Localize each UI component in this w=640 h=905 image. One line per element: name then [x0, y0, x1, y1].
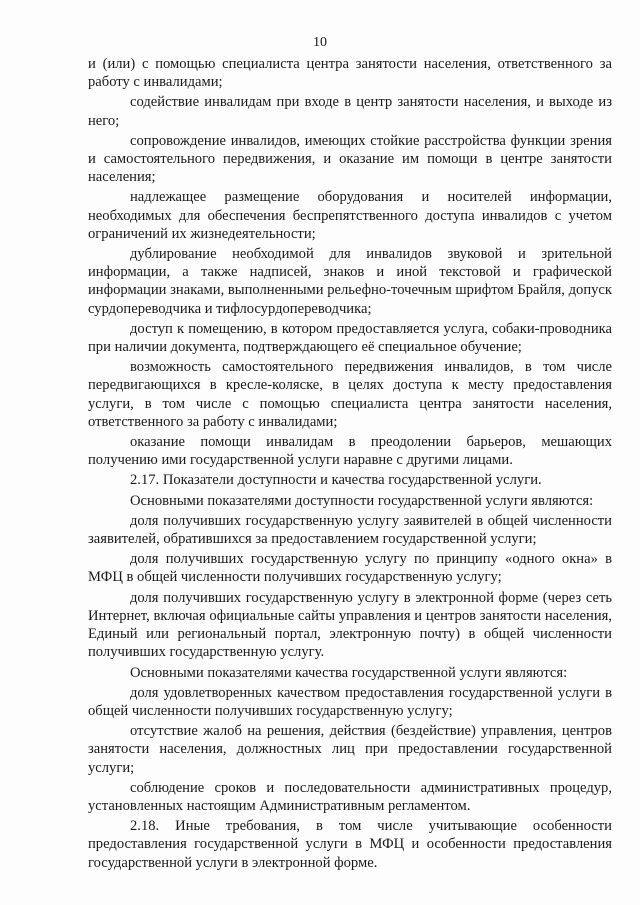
paragraph: доступ к помещению, в котором предоставляется услуга, собаки-проводника при наличии документа, подтверждающего её специальное обучение;: [88, 320, 612, 356]
paragraph: дублирование необходимой для инвалидов звуковой и зрительной информации, а также надписей, знаков и иной текстовой и графической информации знаками, выполненными рельефно-точечным шрифтом Брайля, допуск сурдопереводчика и тифлосурдопереводчика;: [88, 246, 612, 317]
paragraph: доля получивших государственную услугу по принципу «одного окна» в МФЦ в общей численности получивших государственную услугу;: [88, 551, 612, 586]
paragraph: оказание помощи инвалидам в преодолении барьеров, мешающих получению ими государственной услуги наравне с другими лицами.: [88, 434, 612, 469]
paragraph: надлежащее размещение оборудования и носителей информации, необходимых для обеспечения беспрепятственного доступа инвалидов с учетом ограничений их жизнедеятельности;: [88, 189, 612, 242]
paragraph: доля получивших государственную услугу в электронной форме (через сеть Интернет, включая официальные сайты управления и центров занятости населения, Единый или региональный портал, электронную почту) в общей численности получивших государственную услугу.: [88, 589, 612, 661]
section-heading-2-17: 2.17. Показатели доступности и качества государственной услуги.: [130, 472, 542, 489]
paragraph: возможность самостоятельного передвижения инвалидов, в том числе передвигающихся в кресле-коляске, в целях доступа к месту предоставления услуги, в том числе с помощью специалиста центра занятости населения, ответственного за работу с инвалидами;: [88, 359, 612, 430]
paragraph: содействие инвалидам при входе в центр занятости населения, и выходе из него;: [88, 94, 612, 129]
paragraph: доля удовлетворенных качеством предоставления государственной услуги в общей численности получивших государственную услугу;: [88, 684, 612, 719]
paragraph: соблюдение сроков и последовательности административных процедур, установленных настоящим Административным регламентом.: [88, 779, 612, 814]
paragraph: доля получивших государственную услугу заявителей в общей численности заявителей, обратившихся за предоставлением государственной услуги;: [88, 512, 612, 548]
document-body: [88, 55, 612, 874]
paragraph: сопровождение инвалидов, имеющих стойкие расстройства функции зрения и самостоятельного передвижения, и оказание им помощи в центре занятости населения;: [88, 132, 612, 186]
paragraph: Основными показателями качества государственной услуги являются:: [130, 664, 568, 681]
paragraph: отсутствие жалоб на решения, действия (бездействие) управления, центров занятости населения, должностных лиц при предоставлении государственной услуги;: [88, 723, 612, 776]
section-heading-2-18: 2.18. Иные требования, в том числе учитывающие особенности предоставления государственной услуги в МФЦ и особенности предоставления государственной услуги в электронной форме.: [88, 818, 612, 871]
paragraph: и (или) с помощью специалиста центра занятости населения, ответственного за работу с инвалидами;: [88, 56, 612, 91]
page-number: 10: [313, 35, 327, 50]
paragraph: Основными показателями доступности государственной услуги являются:: [130, 492, 594, 509]
